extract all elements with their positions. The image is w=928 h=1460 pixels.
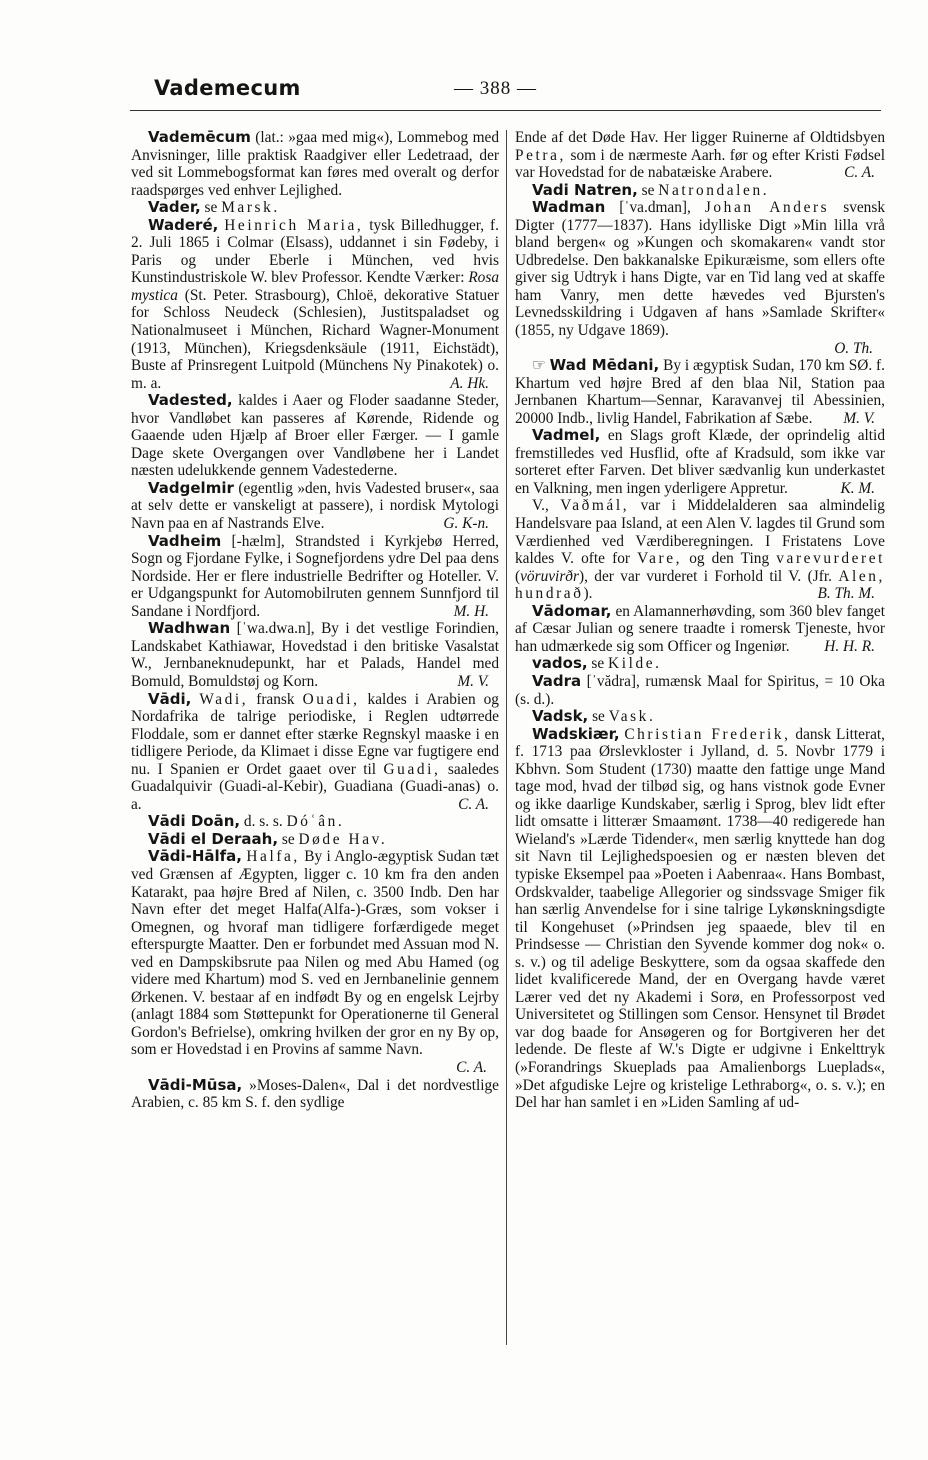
italic-text: Rosa mystica bbox=[131, 269, 499, 304]
headword: Vādi-Hālfa, bbox=[148, 847, 242, 866]
entry-text: var i Middelalderen saa almindelig Handelsvare paa Island, at een Alen V. lagdes til Grund som Værdienhed ved Værdiberegningen. I Fristatens Love kaldes V. ofte for bbox=[515, 497, 885, 568]
spaced-text: Vaðmál, bbox=[560, 497, 630, 515]
entry-vadi bbox=[131, 691, 499, 814]
column-divider bbox=[506, 130, 507, 1345]
entry-text: se bbox=[588, 708, 609, 726]
author-signature: G. K-n. bbox=[443, 515, 489, 533]
entry-text: (egentlig »den, hvis Vadested bruser«, saa at selv dette er vanskeligt at passere), i nordisk Mytologi Navn paa en af Nastrands Elve. bbox=[131, 479, 499, 533]
spaced-text: Halfa, bbox=[246, 848, 300, 866]
headword: Vadsk, bbox=[532, 707, 589, 726]
entry-vadmel bbox=[515, 427, 885, 497]
entry-text: By i Anglo-ægyptisk Sudan tæt ved Grænsen af Ægypten, ligger c. 10 km fra den anden Katarakt, paa højre Bred af Nilen, c. 3500 Indb. Den har Navn efter det meget Halfa(Alfa-)-Græs, som vokser i Omegnen, og hvoraf man tidligere forfærdigede meget efterspurgte Maatter. Den er forbundet med Assuan mod N. ved en Dampskibsrute paa Nilen og med Abu Hamed (og videre med Khartum) mod S. ved en Jernbanelinie gennem Ørkenen. V. bestaar af en indfødt By og en engelsk Lejrby (anlagt 1884 som Støttepunkt for Operationerne til General Gordon's Befrielse), omkring hvilken der gror en ny By op, som er Hovedstad i en Provins af samme Navn. bbox=[131, 848, 499, 1059]
entry-text: ( bbox=[515, 567, 521, 585]
entry-vadi-musa-continued bbox=[515, 129, 885, 182]
headword: Vādi-Mūsa, bbox=[148, 1075, 243, 1094]
entry-text: tysk Billedhugger, f. 2. Juli 1865 i Colmar (Elsass), uddannet i sin Fødeby, i Paris og under Eberle i München, ved hvis Kunstindustriskole W. blev Professor. Kendte Værker: bbox=[131, 216, 499, 287]
entry-text: og den Ting bbox=[682, 550, 777, 568]
left-column bbox=[131, 129, 499, 1112]
entry-vadsk bbox=[515, 708, 885, 726]
entry-text: ). bbox=[583, 585, 593, 603]
author-signature: M. V. bbox=[843, 409, 875, 427]
headword: Vadra bbox=[532, 671, 582, 690]
entry-wadman bbox=[515, 199, 885, 357]
headword: Vademēcum bbox=[148, 128, 251, 146]
author-signature: C. A. bbox=[844, 164, 875, 182]
spaced-text: Wadi, bbox=[199, 690, 249, 708]
right-column bbox=[515, 129, 885, 1112]
running-head: Vademecum bbox=[154, 76, 301, 100]
entry-text: (lat.: »gaa med mig«), Lommebog med Anvisninger, lille praktisk Raadgiver eller Ledetraad, der ved sit Lommebogsformat kan føres med overalt og derfor raadspørges ved enhver Lejlighed. bbox=[131, 129, 499, 199]
entry-text: se bbox=[278, 830, 299, 848]
italic-text: vöruvirðr bbox=[520, 567, 579, 585]
spaced-text: varevurderet bbox=[776, 550, 885, 568]
author-signature: C. A. bbox=[456, 1058, 487, 1076]
entry-wadskiaer bbox=[515, 726, 885, 1112]
entry-vadi-el-deraah bbox=[131, 831, 499, 849]
spaced-text: Natrondalen. bbox=[658, 181, 770, 199]
headword: Vādi Doān, bbox=[148, 812, 241, 831]
entry-wadere bbox=[131, 217, 499, 392]
headword: Wad Mēdani, bbox=[549, 356, 660, 375]
headword: Vadheim bbox=[148, 531, 222, 550]
entry-vadgelmir bbox=[131, 480, 499, 533]
headword: Vādi, bbox=[148, 689, 192, 708]
spaced-text: Døde Hav. bbox=[298, 830, 388, 848]
headword: Vadested, bbox=[148, 391, 233, 410]
headword: Wadskiær, bbox=[532, 724, 620, 743]
entry-text: dansk Litterat, f. 1713 paa Ørslevkloster i Jylland, d. 5. Novbr 1779 i Kbhvn. Som Student (1730) maatte den fattige unge Mand tage mod, hvad der tilbød sig, og hans vistnok gode Evner og ikke daarlige Kundskaber, særlig i Sprog, blev lidt efter lidt omsatte i litterær Smaamønt. 1738—40 redigerede han Wieland's »Lærde Tidender«, men særlig knyttede han dog sit Navn til Lejlighedspoesien og er næsten bleven det typiske Eksempel paa »Poeten i Aabenraa«. Hans Bombast, Ordskvalder, taabelige Allegorier og sindssvage Smiger fik han særlig Anvendelse for i sine talrige Lykønskningsdigte til Kongehuset (»Prindsen jeg spaaede, blev til en Prindsesse — Christian den Syvende kommer dog nok« o. s. v.) og til adelige Beskyttere, som da ogsaa skaffede den lidet kvalificerede Mand, der en Overgang havde været Lærer ved det ny Akademi i Sorø, en Professorpost ved Universitetet og Stillingen som Censor. Hensynet til Brødet var dog baade for Ansøgeren og for Bortgiveren her det ledende. De fleste af W.'s Digte er udgivne i Enkelttryk (»Forandrings Skueplads paa Amalienborgs Lueplads«, »Det afgudiske Lejre og kristelige Lethraborg«, o. s. v.); en Del har han samlet i en »Liden Samling af ud- bbox=[515, 725, 885, 1112]
headword: vados, bbox=[532, 654, 588, 673]
entry-text: kaldes i Aaer og Floder saadanne Steder, hvor Vandløbet kan passeres af Kørende, Ridende og Gaaende uden Hjælp af Broer eller Færger. — I gamle Dage skete Overgangen over Vandløbene her i Landet næsten udelukkende gennem Vadestederne. bbox=[131, 392, 499, 480]
spaced-text: Marsk. bbox=[221, 199, 280, 217]
entry-vadested bbox=[131, 392, 499, 480]
entry-text: kaldes i Arabien og Nordafrika de talrige periodiske, i Reglen udtørrede Floddale, som er dannet efter stærke Regnskyl maaske i en tidligere Periode, da Klimaet i disse Egne var fugtigere end nu. I Spanien er Ordet gaaet over til bbox=[131, 690, 499, 778]
entry-text: se bbox=[200, 199, 222, 217]
author-signature: B. Th. M. bbox=[817, 585, 875, 603]
entry-text: [-hælm], Strandsted i Kyrkjebø Herred, Sogn og Fjordane Fylke, i Sognefjordens ydre Del paa dens Nordside. Her er flere industrielle Bedrifter og Hoteller. V. er Udgangspunkt for Automobilruten gennem Sunnfjord til Sandane i Nordfjord. bbox=[131, 532, 499, 620]
headword: Vadi Natren, bbox=[532, 180, 638, 199]
headword: Wadman bbox=[532, 198, 606, 217]
entry-text: By i ægyptisk Sudan, 170 km SØ. f. Khartum ved højre Bred af den blaa Nil, Station paa Jernbanen Khartum—Sennar, Karavanvej til Abessinien, 20000 Indb., livlig Handel, Fabrikation af Sæbe. bbox=[515, 357, 885, 427]
entry-vadheim bbox=[131, 533, 499, 621]
headword: Vadgelmir bbox=[148, 478, 234, 497]
entry-text: [ˈwa.dwa.n], By i det vestlige Forindien, Landskabet Kathiawar, Hovedstad i den britiske Vasalstat W., Jernbaneknudepunkt, har et Palads, Handel med Bomuld, Bomuldstøj og Korn. bbox=[131, 620, 499, 690]
entry-vademecum bbox=[131, 129, 499, 199]
headword: Vader, bbox=[148, 198, 201, 217]
spaced-text: Johan Anders bbox=[704, 199, 830, 217]
entry-text: saaledes Guadalquivir (Guadi-al-Kebir), Guadiana (Guadi-anas) o. a. bbox=[131, 760, 499, 813]
entry-text: »Moses-Dalen«, Dal i det nordvestlige Arabien, c. 85 km S. f. den sydlige bbox=[131, 1076, 499, 1112]
author-signature: A. Hk. bbox=[450, 374, 489, 392]
entry-vadi-halfa bbox=[131, 848, 499, 1076]
entry-text: [ˈvădra], rumænsk Maal for Spiritus, = 10 Oka (s. d.). bbox=[515, 672, 885, 708]
entry-text: V., bbox=[532, 497, 561, 515]
entry-text: se bbox=[587, 655, 609, 673]
entry-vadra bbox=[515, 673, 885, 708]
entry-text: svensk Digter (1777—1837). Hans idylliske Digt »Min lilla vrå bland bergen« og »Kungen och skomakaren« vandt stor Udbredelse. Den bakkanalske Epikuræisme, som ellers ofte giver sig Udtryk i hans Digte, var en Tid lang ved at skaffe ham Vanry, men dette hævedes ved Bjursten's Levnedsskildring i Udgaven af hans »Samlade Skrifter« (1855, ny Udgave 1869). bbox=[515, 199, 885, 340]
author-signature: H. H. R. bbox=[824, 637, 875, 655]
entry-wad-medani bbox=[515, 357, 885, 427]
pointing-hand-icon: ☞ bbox=[532, 357, 546, 375]
entry-vadomar bbox=[515, 603, 885, 656]
spaced-text: Dóʿân. bbox=[286, 813, 345, 831]
headword: Waderé, bbox=[148, 215, 219, 234]
spaced-text: Vare, bbox=[637, 550, 683, 568]
spaced-text: Vask. bbox=[608, 708, 656, 726]
entry-text: se bbox=[637, 181, 659, 199]
headword: Vādomar, bbox=[532, 601, 612, 620]
entry-vader bbox=[131, 199, 499, 217]
spaced-text: Alen, hundrað bbox=[515, 567, 885, 603]
header-rule bbox=[130, 110, 881, 111]
headword: Vādi el Deraah, bbox=[148, 829, 279, 848]
entry-text: en Alamannerhøvding, som 360 blev fanget af Cæsar Julian og senere traadte i romersk Tjeneste, hvor han udmærkede sig som Officer og Ingeniør. bbox=[515, 602, 885, 655]
entry-vadmal bbox=[515, 497, 885, 602]
spaced-text: Kilde. bbox=[608, 655, 662, 673]
entry-text: Ende af det Døde Hav. Her ligger Ruinerne af Oldtidsbyen bbox=[515, 129, 885, 146]
entry-wadhwan bbox=[131, 620, 499, 690]
author-signature: C. A. bbox=[458, 795, 489, 813]
spaced-text: Ouadi, bbox=[302, 690, 360, 708]
spaced-text: Petra, bbox=[515, 146, 566, 164]
entry-text: en Slags groft Klæde, der oprindelig altid fremstilledes ved Husflid, ofte af Kradsuld, som ikke var sorteret efter Farven. Det bliver sædvanlig kun underkastet en Valkning, men ingen yderligere Appretur. bbox=[515, 427, 885, 497]
headword: Wadhwan bbox=[148, 619, 231, 638]
entry-vados bbox=[515, 655, 885, 673]
entry-text: d. s. s. bbox=[240, 813, 287, 831]
spaced-text: Heinrich Maria, bbox=[224, 216, 364, 234]
entry-vadi-doan bbox=[131, 813, 499, 831]
entry-text: som i de nærmeste Aarh. før og efter Kristi Fødsel var Hovedstad for de nabatæiske Arabere. bbox=[515, 146, 885, 182]
headword: Vadmel, bbox=[532, 426, 601, 445]
author-signature: O. Th. bbox=[834, 339, 873, 357]
spaced-text: Christian Frederik, bbox=[624, 725, 791, 743]
author-signature: K. M. bbox=[840, 479, 875, 497]
entry-text: [ˈva.dman], bbox=[605, 199, 705, 217]
spaced-text: Guadi, bbox=[383, 760, 441, 778]
entry-vadi-musa bbox=[131, 1077, 499, 1112]
entry-text: fransk bbox=[248, 690, 303, 708]
author-signature: M. H. bbox=[453, 602, 489, 620]
entry-text: (St. Peter. Strasbourg), Chloë, dekorative Statuer for Schloss Neudeck (Schlesien), Justitspaladset og Nationalmuseet i München, Richard Wagner-Monument (1913, München), Kriegsdenksäule (1911, Eichstädt), Buste af Prinsregent Luitpold (Münchens Ny Pinakotek) o. m. a. bbox=[131, 286, 499, 392]
entry-text: ), der var vurderet i Forhold til V. (Jfr. bbox=[578, 567, 839, 585]
author-signature: M. V. bbox=[457, 672, 489, 690]
entry-vadi-natren bbox=[515, 182, 885, 200]
page-number: — 388 — bbox=[454, 78, 537, 99]
